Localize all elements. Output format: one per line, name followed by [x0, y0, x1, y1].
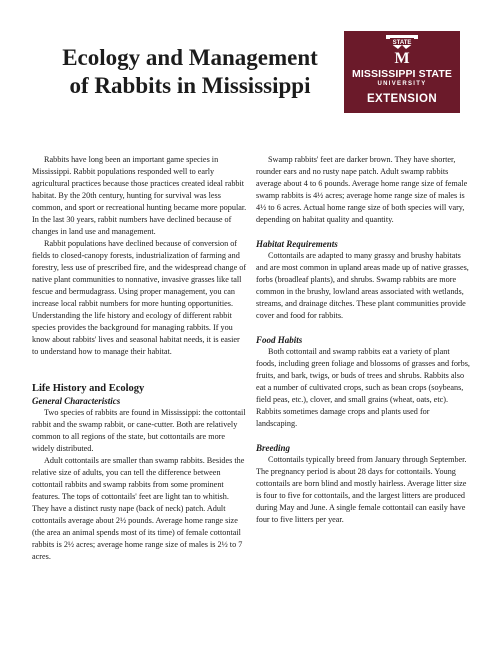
- life-history-heading: Life History and Ecology: [32, 383, 145, 394]
- food-habits-paragraph: Both cottontail and swamp rabbits eat a variety of plant foods, including green foliage and blossoms of grasses and forbs, fruits, and bark, twigs, or buds of trees and shrubs. Rabbits also eat a number of cultivated crops, such as bean crops (soybeans, field peas, etc.), clover, and small grains (wheat, oats, etc). Rabbits sometimes damage crops and plants used for landscaping.: [256, 347, 470, 428]
- breeding-paragraph: Cottontails typically breed from January through September. The pregnancy period is about 28 days for cottontails. Young cottontails are born blind and mostly hairless. Average litter size is four to five for cottontails, and the largest litters are produced during May and June. A single female cottontail can easily have four to five litters per year.: [256, 455, 467, 524]
- logo-line-1: MISSISSIPPI STATE: [352, 68, 452, 80]
- intro-paragraph-1: Rabbits have long been an important game species in Mississippi. Rabbit populations responded well to early agricultural practices because those practices created ideal rabbit habitat. By the 20th century, hunting for survival was less common, and sport or recreational hunting became more popular. In the last 30 years, rabbit numbers have declined because of changes in land use and management.: [32, 155, 247, 236]
- life-history-paragraph-1: Two species of rabbits are found in Mississippi: the cottontail rabbit and the swamp rabbit, or cane-cutter. Both are relatively common to all regions of the state, but cottontails are more widely distributed.: [32, 408, 246, 453]
- logo-line-2: UNIVERSITY: [377, 81, 427, 87]
- breeding-heading: Breeding: [256, 443, 291, 453]
- left-column: [32, 154, 247, 563]
- habitat-paragraph: Cottontails are adapted to many grassy and brushy habitats and are most common in upland areas made up of native grasses, forbs (broadleaf plants), and shrubs. Swamp rabbits are more common in the brushy, lowland areas associated with wetlands, streams, and drainage ditches. These plant communities provide cover and food for rabbits.: [256, 251, 469, 320]
- title-line-2: of Rabbits in Mississippi: [69, 73, 311, 98]
- right-column: [256, 154, 471, 526]
- food-habits-heading: Food Habits: [256, 335, 303, 345]
- msu-extension-logo: [344, 31, 460, 113]
- title-line-1: Ecology and Management: [62, 45, 318, 70]
- logo-line-3: EXTENSION: [366, 93, 438, 105]
- general-characteristics-heading: General Characteristics: [32, 396, 121, 406]
- life-history-paragraph-2: Adult cottontails are smaller than swamp rabbits. Besides the relative size of adults, you can tell the difference between cottontail rabbits and swamp rabbits from some prominent features. The tops of cottontails' feet are light tan to whitish. They have a distinct rusty nape (back of neck) patch. Adult cottontails average about 2½ pounds. Average home range size (the area an animal spends most of its time) of female cottontail rabbits is 2½ acres; average home range size of males is 2½ to 7 acres.: [32, 456, 245, 561]
- logo-state-text: STATE: [392, 40, 412, 46]
- habitat-heading: Habitat Requirements: [256, 239, 338, 249]
- page-title: [40, 44, 340, 100]
- logo-m-text: M: [394, 50, 410, 67]
- intro-paragraph-2: Rabbit populations have declined because of conversion of fields to closed-canopy forests, industrialization of farming and forestry, less use of prescribed fire, and the widespread change of native plant communities to nonnative, invasive grasses like tall fescue and bermudagrass. Using proper management, you can increase local rabbit numbers for more hunting opportunities. Understanding the life history and ecology of different rabbit species provides the background for managing rabbits. If you know about rabbits' lives and seasonal habitat needs, it is easier to understand how to manage their habitat.: [32, 239, 247, 356]
- swamp-rabbit-paragraph: Swamp rabbits' feet are darker brown. They have shorter, rounder ears and no rusty nape patch. Adult swamp rabbits average about 4 to 6 pounds. Average home range size of female swamp rabbits is 4½ acres; average home range size of males is 4½ to 6 acres. Actual home range size of both species will vary, depending on habitat quality and quantity.: [256, 155, 468, 224]
